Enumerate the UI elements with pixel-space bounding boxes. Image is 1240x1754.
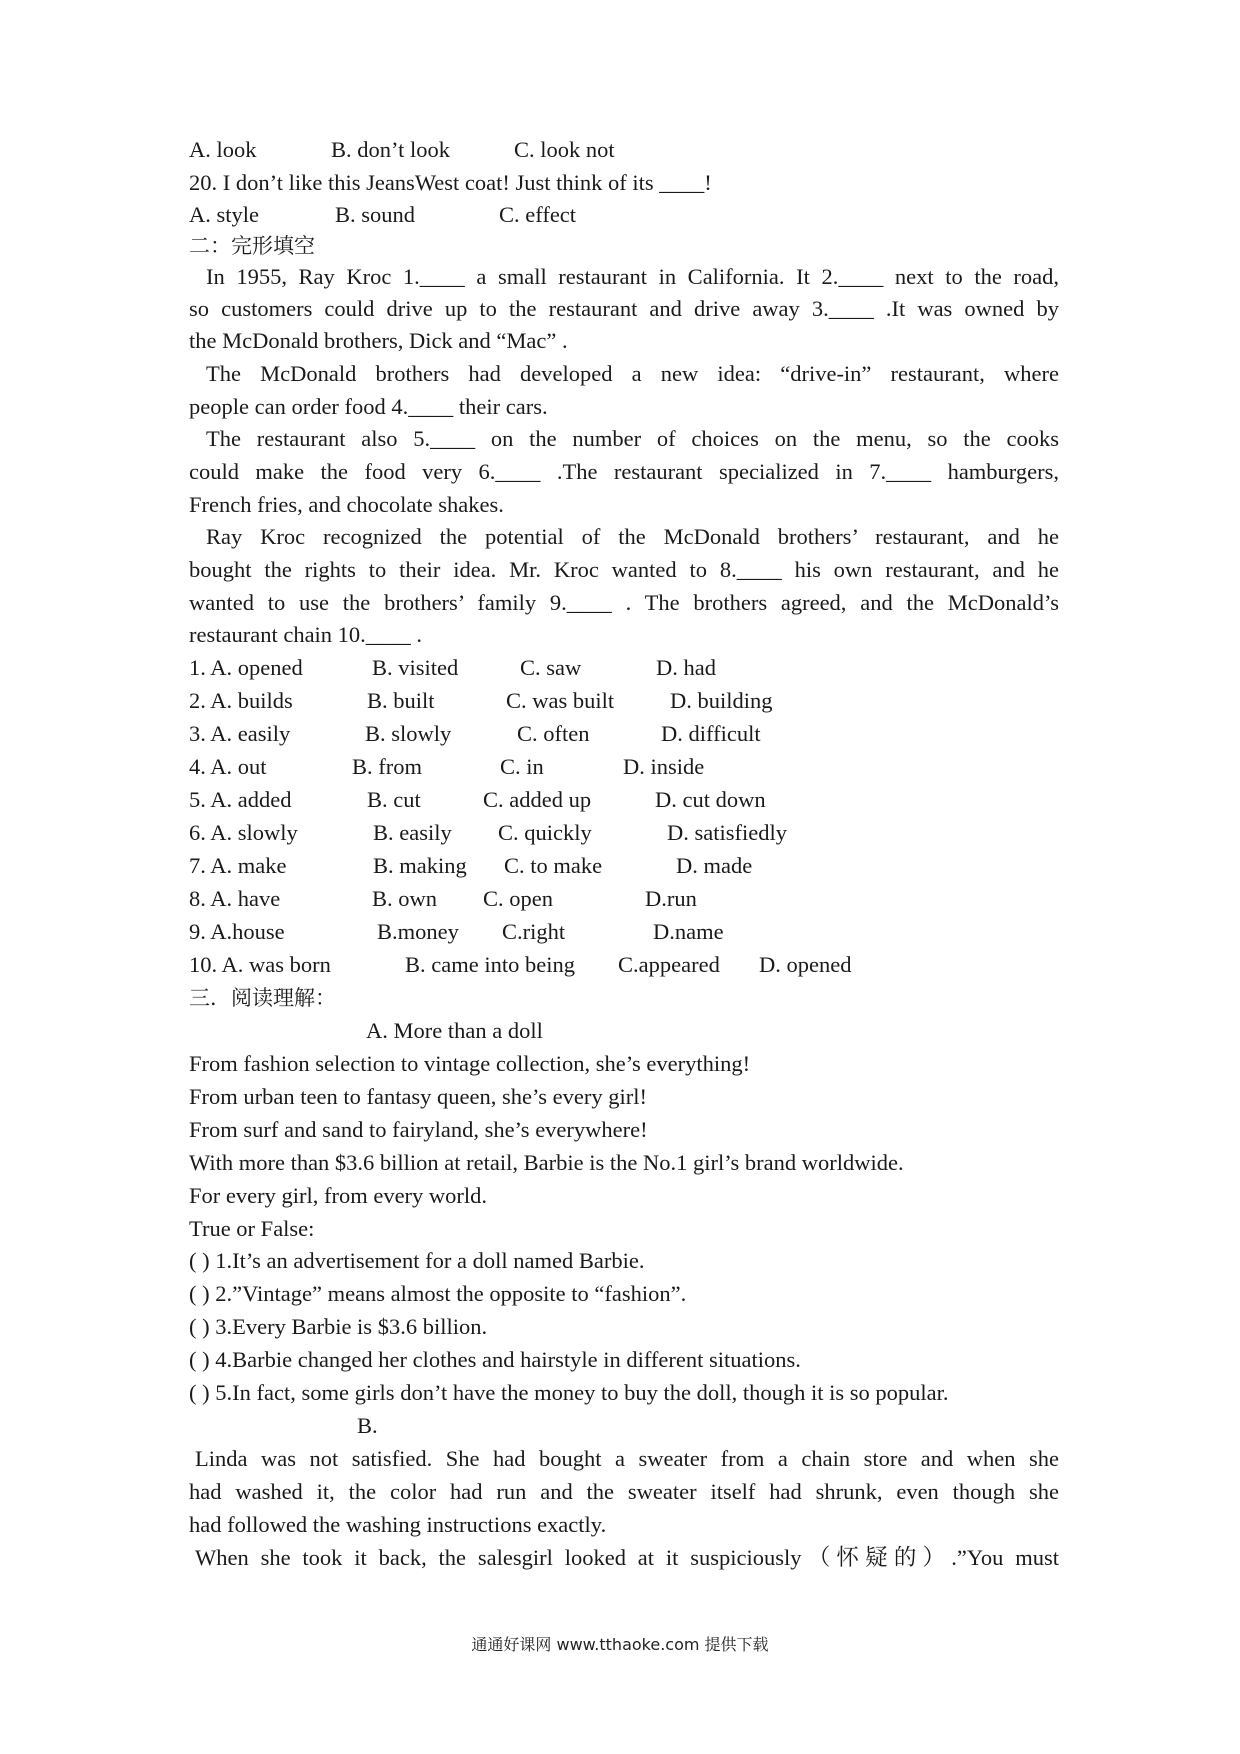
reading-b-p2-line: When she took it back, the salesgirl looked at it suspiciously（怀疑的）.”You must: [195, 1545, 1059, 1570]
reading-a-line: With more than $3.6 billion at retail, Barbie is the No.1 girl’s brand worldwide.: [189, 1150, 904, 1175]
tf-statement: ( ) 5.In fact, some girls don’t have the money to buy the doll, though it is so popular.: [189, 1380, 949, 1405]
page-footer: 通通好课网 www.tthaoke.com 提供下载: [471, 1635, 769, 1654]
option-b: B. own: [372, 886, 438, 911]
option-d: D. made: [676, 853, 753, 878]
option-b: B. came into being: [405, 952, 575, 977]
option-a: 1. A. opened: [189, 655, 303, 680]
option-b: B. easily: [373, 820, 452, 845]
option-c: C.appeared: [618, 952, 720, 977]
cloze-p4-line2: bought the rights to their idea. Mr. Kroc wanted to 8.____ his own restaurant, and he: [189, 557, 1059, 582]
q20-option-a: A. style: [189, 202, 259, 227]
option-b: B. cut: [367, 787, 421, 812]
q19-option-a: A. look: [189, 137, 257, 162]
cloze-p4-line1: Ray Kroc recognized the potential of the McDonald brothers’ restaurant, and he: [206, 524, 1059, 549]
option-a: 4. A. out: [189, 754, 267, 779]
q20-option-b: B. sound: [335, 202, 416, 227]
cloze-p2-line2: people can order food 4.____ their cars.: [189, 394, 548, 419]
cloze-p3-line2: could make the food very 6.____ .The restaurant specialized in 7.____ hamburgers,: [189, 459, 1059, 484]
cloze-p2-line1: The McDonald brothers had developed a new idea: “drive-in” restaurant, where: [206, 361, 1059, 386]
option-c: C. was built: [506, 688, 615, 713]
option-c: C. in: [500, 754, 544, 779]
cloze-p3-line3: French fries, and chocolate shakes.: [189, 492, 504, 517]
reading-a-line: From surf and sand to fairyland, she’s everywhere!: [189, 1117, 648, 1142]
cloze-heading: 二：完形填空: [189, 234, 315, 258]
q19-option-c: C. look not: [514, 137, 615, 162]
option-d: D. difficult: [661, 721, 761, 746]
option-a: 5. A. added: [189, 787, 292, 812]
tf-statement: ( ) 1.It’s an advertisement for a doll named Barbie.: [189, 1248, 645, 1273]
q20-question: 20. I don’t like this JeansWest coat! Just think of its ____!: [189, 170, 712, 195]
reading-a-line: For every girl, from every world.: [189, 1183, 488, 1208]
option-a: 9. A.house: [189, 919, 285, 944]
option-a: 8. A. have: [189, 886, 281, 911]
option-d: D. opened: [759, 952, 852, 977]
tf-statement: ( ) 4.Barbie changed her clothes and hairstyle in different situations.: [189, 1347, 801, 1372]
option-d: D. inside: [623, 754, 705, 779]
option-d: D.name: [653, 919, 724, 944]
option-d: D. satisfiedly: [667, 820, 787, 845]
option-b: B. built: [367, 688, 435, 713]
option-c: C.right: [502, 919, 566, 944]
reading-a-title: A. More than a doll: [366, 1018, 543, 1043]
option-b: B. making: [373, 853, 467, 878]
cloze-p1-line1: In 1955, Ray Kroc 1.____ a small restaurant in California. It 2.____ next to the road,: [206, 264, 1059, 289]
tf-statement: ( ) 3.Every Barbie is $3.6 billion.: [189, 1314, 488, 1339]
option-a: 6. A. slowly: [189, 820, 298, 845]
reading-a-line: From urban teen to fantasy queen, she’s every girl!: [189, 1084, 647, 1109]
q19-option-b: B. don’t look: [331, 137, 450, 162]
option-d: D.run: [645, 886, 697, 911]
option-b: B. from: [352, 754, 422, 779]
option-c: C. quickly: [498, 820, 592, 845]
reading-a-line: From fashion selection to vintage collection, she’s everything!: [189, 1051, 751, 1076]
reading-b-p1-line: had washed it, the color had run and the sweater itself had shrunk, even though she: [189, 1479, 1059, 1504]
option-a: 10. A. was born: [189, 952, 331, 977]
true-false-label: True or False:: [189, 1216, 315, 1241]
option-d: D. had: [656, 655, 716, 680]
cloze-p4-line3: wanted to use the brothers’ family 9.____ . The brothers agreed, and the McDonald’s: [189, 590, 1059, 615]
option-d: D. building: [670, 688, 773, 713]
reading-b-title: B.: [357, 1413, 378, 1438]
cloze-p1-line2: so customers could drive up to the restaurant and drive away 3.____ .It was owned by: [189, 296, 1059, 321]
cloze-p3-line1: The restaurant also 5.____ on the number of choices on the menu, so the cooks: [206, 426, 1059, 451]
option-c: C. added up: [483, 787, 592, 812]
q20-option-c: C. effect: [499, 202, 577, 227]
option-b: B. slowly: [365, 721, 452, 746]
option-b: B.money: [377, 919, 459, 944]
option-d: D. cut down: [655, 787, 766, 812]
option-a: 7. A. make: [189, 853, 287, 878]
option-a: 3. A. easily: [189, 721, 291, 746]
option-b: B. visited: [372, 655, 459, 680]
option-a: 2. A. builds: [189, 688, 293, 713]
tf-statement: ( ) 2.”Vintage” means almost the opposite to “fashion”.: [189, 1281, 687, 1306]
option-c: C. saw: [520, 655, 582, 680]
cloze-p1-line3: the McDonald brothers, Dick and “Mac” .: [189, 328, 568, 353]
cloze-p4-line4: restaurant chain 10.____ .: [189, 622, 423, 647]
option-c: C. often: [517, 721, 590, 746]
reading-heading: 三．阅读理解：: [189, 986, 336, 1010]
option-c: C. to make: [504, 853, 603, 878]
reading-b-p1-line: Linda was not satisfied. She had bought a sweater from a chain store and when she: [195, 1446, 1059, 1471]
reading-b-p1-line: had followed the washing instructions exactly.: [189, 1512, 607, 1537]
option-c: C. open: [483, 886, 553, 911]
